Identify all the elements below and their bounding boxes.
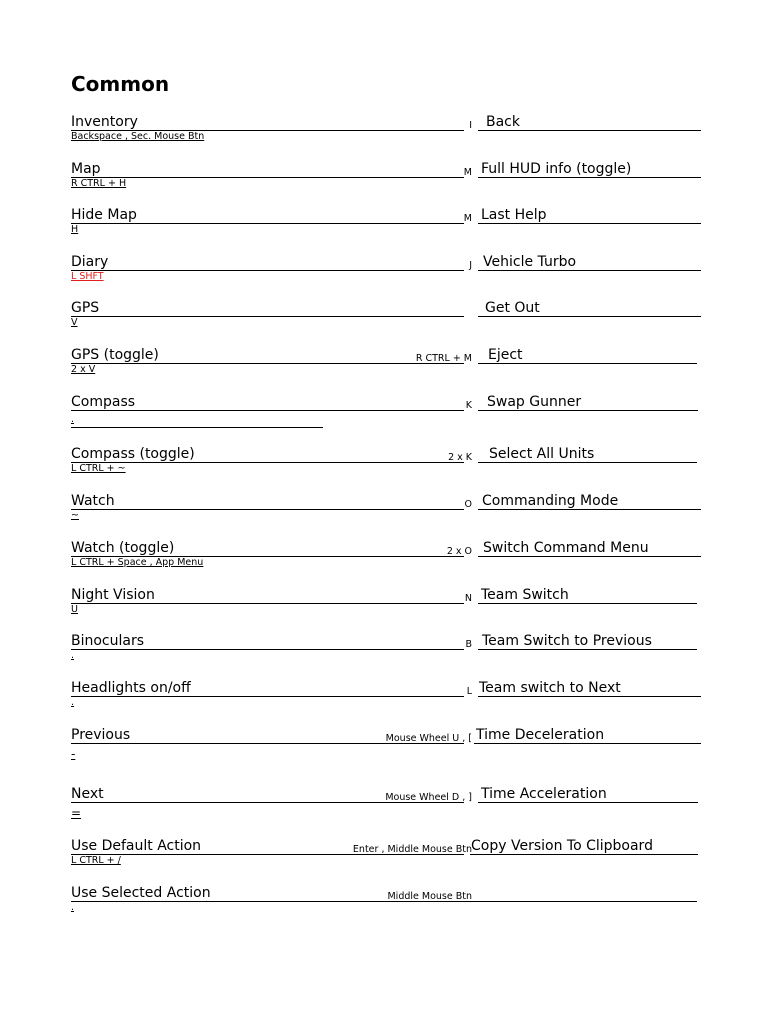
right-action-name: Back xyxy=(486,114,520,130)
right-underline xyxy=(478,223,701,224)
alternate-keys: . xyxy=(71,650,75,661)
underline xyxy=(71,223,464,224)
alternate-keys: . xyxy=(71,414,75,425)
underline xyxy=(71,802,464,803)
underline xyxy=(71,743,464,744)
right-underline xyxy=(478,802,698,803)
right-underline xyxy=(478,509,701,510)
primary-key: Mouse Wheel D , ] xyxy=(385,792,472,803)
action-name: Use Default Action xyxy=(71,838,202,854)
primary-key: 2 x K xyxy=(448,452,472,463)
alternate-keys: L CTRL + / xyxy=(71,855,121,866)
underline xyxy=(71,649,464,650)
primary-key: L xyxy=(466,686,472,697)
primary-key: O xyxy=(464,499,472,510)
right-underline xyxy=(478,556,701,557)
right-action-name: Last Help xyxy=(481,207,547,223)
alternate-keys: L SHFT xyxy=(71,271,104,282)
underline xyxy=(71,901,697,902)
alternate-keys: U xyxy=(71,604,78,615)
action-name: Next xyxy=(71,786,104,802)
right-action-name: Vehicle Turbo xyxy=(483,254,577,270)
underline xyxy=(71,603,464,604)
alternate-keys: R CTRL + H xyxy=(71,178,127,189)
alternate-keys: H xyxy=(71,224,79,235)
action-name: Hide Map xyxy=(71,207,137,223)
action-name: Night Vision xyxy=(71,587,155,603)
alternate-keys: = xyxy=(71,806,82,820)
primary-key: Mouse Wheel U , [ xyxy=(385,733,472,744)
right-underline xyxy=(478,649,697,650)
right-underline xyxy=(478,363,697,364)
primary-key: 2 x O xyxy=(446,546,472,557)
action-name: Inventory xyxy=(71,114,138,130)
right-action-name: Team switch to Next xyxy=(479,680,621,696)
right-action-name: Team Switch to Previous xyxy=(482,633,652,649)
right-action-name: Time Deceleration xyxy=(476,727,605,743)
alternate-keys: Backspace , Sec. Mouse Btn xyxy=(71,131,205,142)
alternate-keys: L CTRL + ~ xyxy=(71,463,126,474)
primary-key: B xyxy=(465,639,472,650)
blank-line xyxy=(71,427,323,428)
action-name: Map xyxy=(71,161,101,177)
action-name: Previous xyxy=(71,727,131,743)
action-name: GPS xyxy=(71,300,100,316)
alternate-keys: - xyxy=(71,747,76,761)
right-underline xyxy=(478,270,701,271)
primary-key: J xyxy=(469,260,472,271)
right-action-name: Get Out xyxy=(485,300,540,316)
underline xyxy=(71,854,464,855)
action-name: Headlights on/off xyxy=(71,680,191,696)
primary-key: I xyxy=(469,120,472,131)
primary-key: M xyxy=(463,167,472,178)
primary-key: R CTRL + M xyxy=(415,353,472,364)
right-underline xyxy=(478,696,701,697)
alternate-keys: V xyxy=(71,317,78,328)
right-action-name: Switch Command Menu xyxy=(483,540,649,556)
alternate-keys: . xyxy=(71,902,75,913)
action-name: Diary xyxy=(71,254,109,270)
primary-key: K xyxy=(465,400,472,411)
right-action-name: Copy Version To Clipboard xyxy=(471,838,653,854)
action-name: Watch (toggle) xyxy=(71,540,175,556)
underline xyxy=(71,177,464,178)
alternate-keys: ~ xyxy=(71,510,79,521)
right-underline xyxy=(470,854,698,855)
right-action-name: Eject xyxy=(488,347,523,363)
right-action-name: Swap Gunner xyxy=(487,394,582,410)
action-name: Watch xyxy=(71,493,115,509)
underline xyxy=(71,270,464,271)
underline xyxy=(71,363,464,364)
primary-key: Middle Mouse Btn xyxy=(387,891,472,902)
right-action-name: Full HUD info (toggle) xyxy=(481,161,632,177)
page-title: Common xyxy=(71,72,170,96)
right-action-name: Team Switch xyxy=(481,587,569,603)
right-underline xyxy=(474,743,701,744)
right-underline xyxy=(478,462,697,463)
underline xyxy=(71,696,464,697)
underline xyxy=(71,316,464,317)
primary-key: N xyxy=(464,593,472,604)
right-action-name: Commanding Mode xyxy=(482,493,619,509)
right-underline xyxy=(478,177,701,178)
action-name: Compass (toggle) xyxy=(71,446,195,462)
underline xyxy=(71,410,464,411)
action-name: Compass xyxy=(71,394,136,410)
primary-key: Enter , Middle Mouse Btn xyxy=(352,844,472,855)
underline xyxy=(71,509,464,510)
action-name: Use Selected Action xyxy=(71,885,211,901)
action-name: Binoculars xyxy=(71,633,145,649)
right-action-name: Time Acceleration xyxy=(481,786,607,802)
right-underline xyxy=(478,603,697,604)
right-underline xyxy=(478,316,701,317)
primary-key: M xyxy=(463,213,472,224)
alternate-keys: . xyxy=(71,697,75,708)
underline xyxy=(71,462,464,463)
right-underline xyxy=(478,130,701,131)
alternate-keys: 2 x V xyxy=(71,364,96,375)
right-action-name: Select All Units xyxy=(489,446,595,462)
action-name: GPS (toggle) xyxy=(71,347,159,363)
right-underline xyxy=(478,410,698,411)
alternate-keys: L CTRL + Space , App Menu xyxy=(71,557,204,568)
